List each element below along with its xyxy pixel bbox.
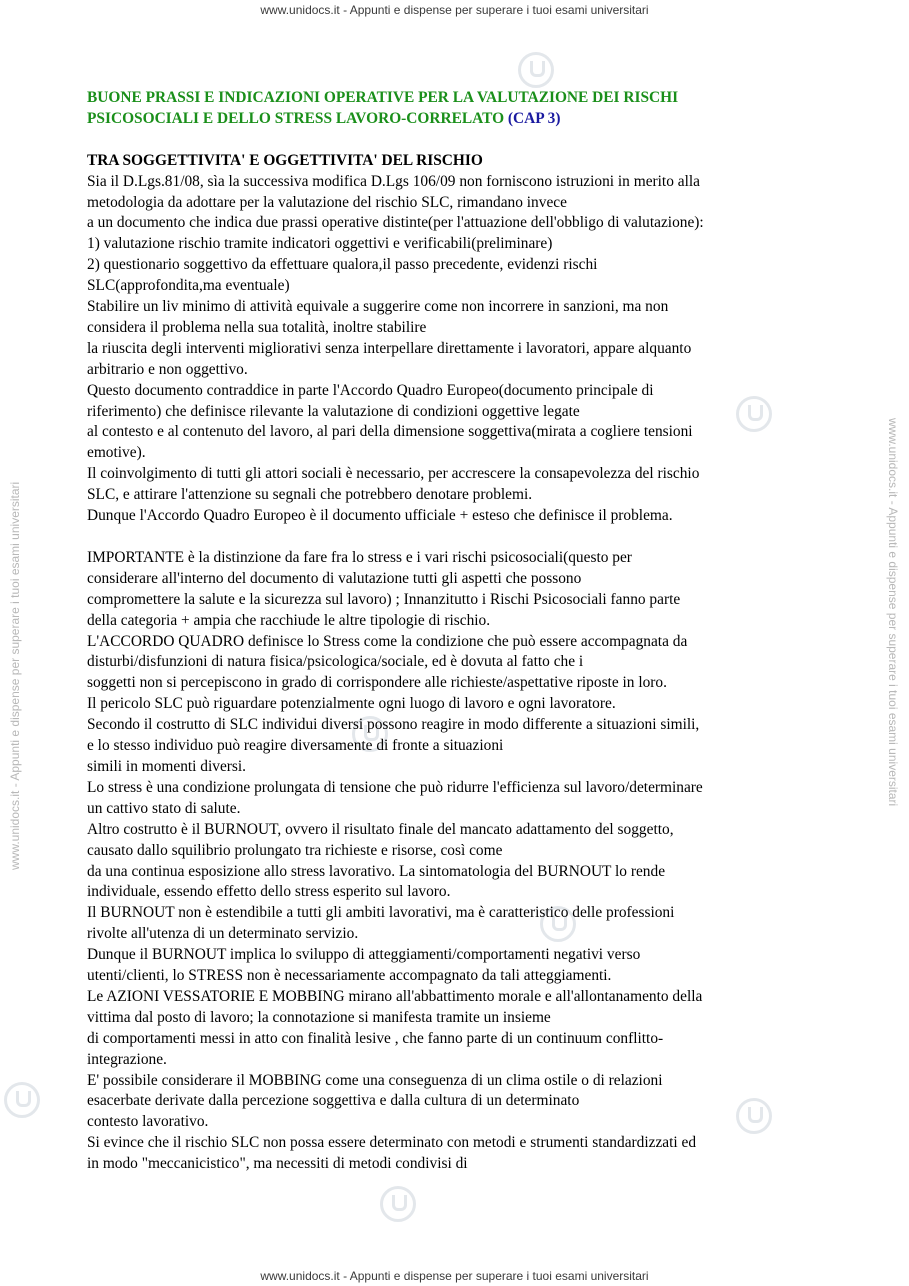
paragraph-block-2: IMPORTANTE è la distinzione da fare fra lo stress e i vari rischi psicosociali(questo per considerare all'interno del documento di valutazione tutti gli aspetti che possono compromettere la salute e la sicurezza sul lavoro) ; Innanzitutto i Rischi Psicosociali fanno parte della categoria + ampia che racchiude le altre tipologie di rischio. L'ACCORDO QUADRO definisce lo Stress come la condizione che può essere accompagnata da disturbi/disfunzioni di natura fisica/psicologica/sociale, ed è dovuta al fatto che i soggetti non si percepiscono in grado di corrispondere alle richieste/aspettative riposte in loro. Il pericolo SLC può riguardare potenzialmente ogni luogo di lavoro e ogni lavoratore. Secondo il costrutto di SLC individui diversi possono reagire in modo differente a situazioni simili, e lo stesso individuo può reagire diversamente di fronte a situazioni simili in momenti diversi. Lo stress è una condizione prolungata di tensione che può ridurre l'efficienza sul lavoro/determinare un cattivo stato di salute. Altro costrutto è il BURNOUT, ovvero il risultato finale del mancato adattamento del soggetto, causato dallo squilibrio prolungato tra richieste e risorse, così come da una continua esposizione allo stress lavorativo. La sintomatologia del BURNOUT lo rende individuale, essendo effetto dello stress esperito sul lavoro. Il BURNOUT non è estendibile a tutti gli ambiti lavorativi, ma è caratteristico delle professioni rivolte all'utenza di un determinato servizio. Dunque il BURNOUT implica lo sviluppo di atteggiamenti/comportamenti negativi verso utenti/clienti, lo STRESS non è necessariamente accompagnato da tali atteggiamenti. Le AZIONI VESSATORIE E MOBBING mirano all'abbattimento morale e all'allontanamento della vittima dal posto di lavoro; la connotazione si manifesta tramite un insieme di comportamenti messi in atto con finalità lesive , che fanno parte di un continuum conflitto- integrazione. E' possibile considerare il MOBBING come una conseguenza di un clima ostile o di relazioni esacerbate derivate dalla percezione soggettiva e dalla cultura di un determinato contesto lavorativo. Si evince che il rischio SLC non possa essere determinato con metodi e strumenti standardizzati ed in modo "meccanicistico", ma necessiti di metodi condivisi di bbox=[87, 548, 703, 1173]
unidocs-logo-icon bbox=[4, 1082, 40, 1118]
section-heading: TRA SOGGETTIVITA' E OGGETTIVITA' DEL RISCHIO bbox=[87, 151, 483, 169]
title-chapter: (CAP 3) bbox=[507, 109, 561, 127]
unidocs-logo-icon bbox=[380, 1186, 416, 1222]
paragraph-block-1: Sia il D.Lgs.81/08, sìa la successiva modifica D.Lgs 106/09 non forniscono istruzioni in merito alla metodologia da adottare per la valutazione del rischio SLC, rimandano invece a un documento che indica due prassi operative distinte(per l'attuazione dell'obbligo di valutazione): 1) valutazione rischio tramite indicatori oggettivi e verificabili(preliminare) 2) questionario soggettivo da effettuare qualora,il passo precedente, evidenzi rischi SLC(approfondita,ma eventuale) Stabilire un liv minimo di attività equivale a suggerire come non incorrere in sanzioni, ma non considera il problema nella sua totalità, inoltre stabilire la riuscita degli interventi migliorativi senza interpellare direttamente i lavoratori, appare alquanto arbitrario e non oggettivo. Questo documento contraddice in parte l'Accordo Quadro Europeo(documento principale di riferimento) che definisce rilevante la valutazione di condizioni oggettive legate al contesto e al contenuto del lavoro, al pari della dimensione soggettiva(mirata a cogliere tensioni emotive). Il coinvolgimento di tutti gli attori sociali è necessario, per accrescere la consapevolezza del rischio SLC, e attirare l'attenzione su segnali che potrebbero denotare problemi. Dunque l'Accordo Quadro Europeo è il documento ufficiale + esteso che definisce il problema. bbox=[87, 172, 704, 525]
watermark-side-right: www.unidocs.it - Appunti e dispense per superare i tuoi esami universitari bbox=[886, 418, 900, 807]
unidocs-logo-icon bbox=[518, 52, 554, 88]
document-body bbox=[87, 88, 822, 1175]
document-title bbox=[87, 88, 822, 130]
watermark-banner-bottom: www.unidocs.it - Appunti e dispense per superare i tuoi esami universitari bbox=[260, 1269, 649, 1283]
watermark-banner-top: www.unidocs.it - Appunti e dispense per superare i tuoi esami universitari bbox=[260, 3, 649, 17]
watermark-side-left: www.unidocs.it - Appunti e dispense per superare i tuoi esami universitari bbox=[8, 481, 22, 870]
title-main: BUONE PRASSI E INDICAZIONI OPERATIVE PER LA VALUTAZIONE DEI RISCHI PSICOSOCIALI E DELLO STRESS LAVORO-CORRELATO bbox=[87, 89, 679, 127]
